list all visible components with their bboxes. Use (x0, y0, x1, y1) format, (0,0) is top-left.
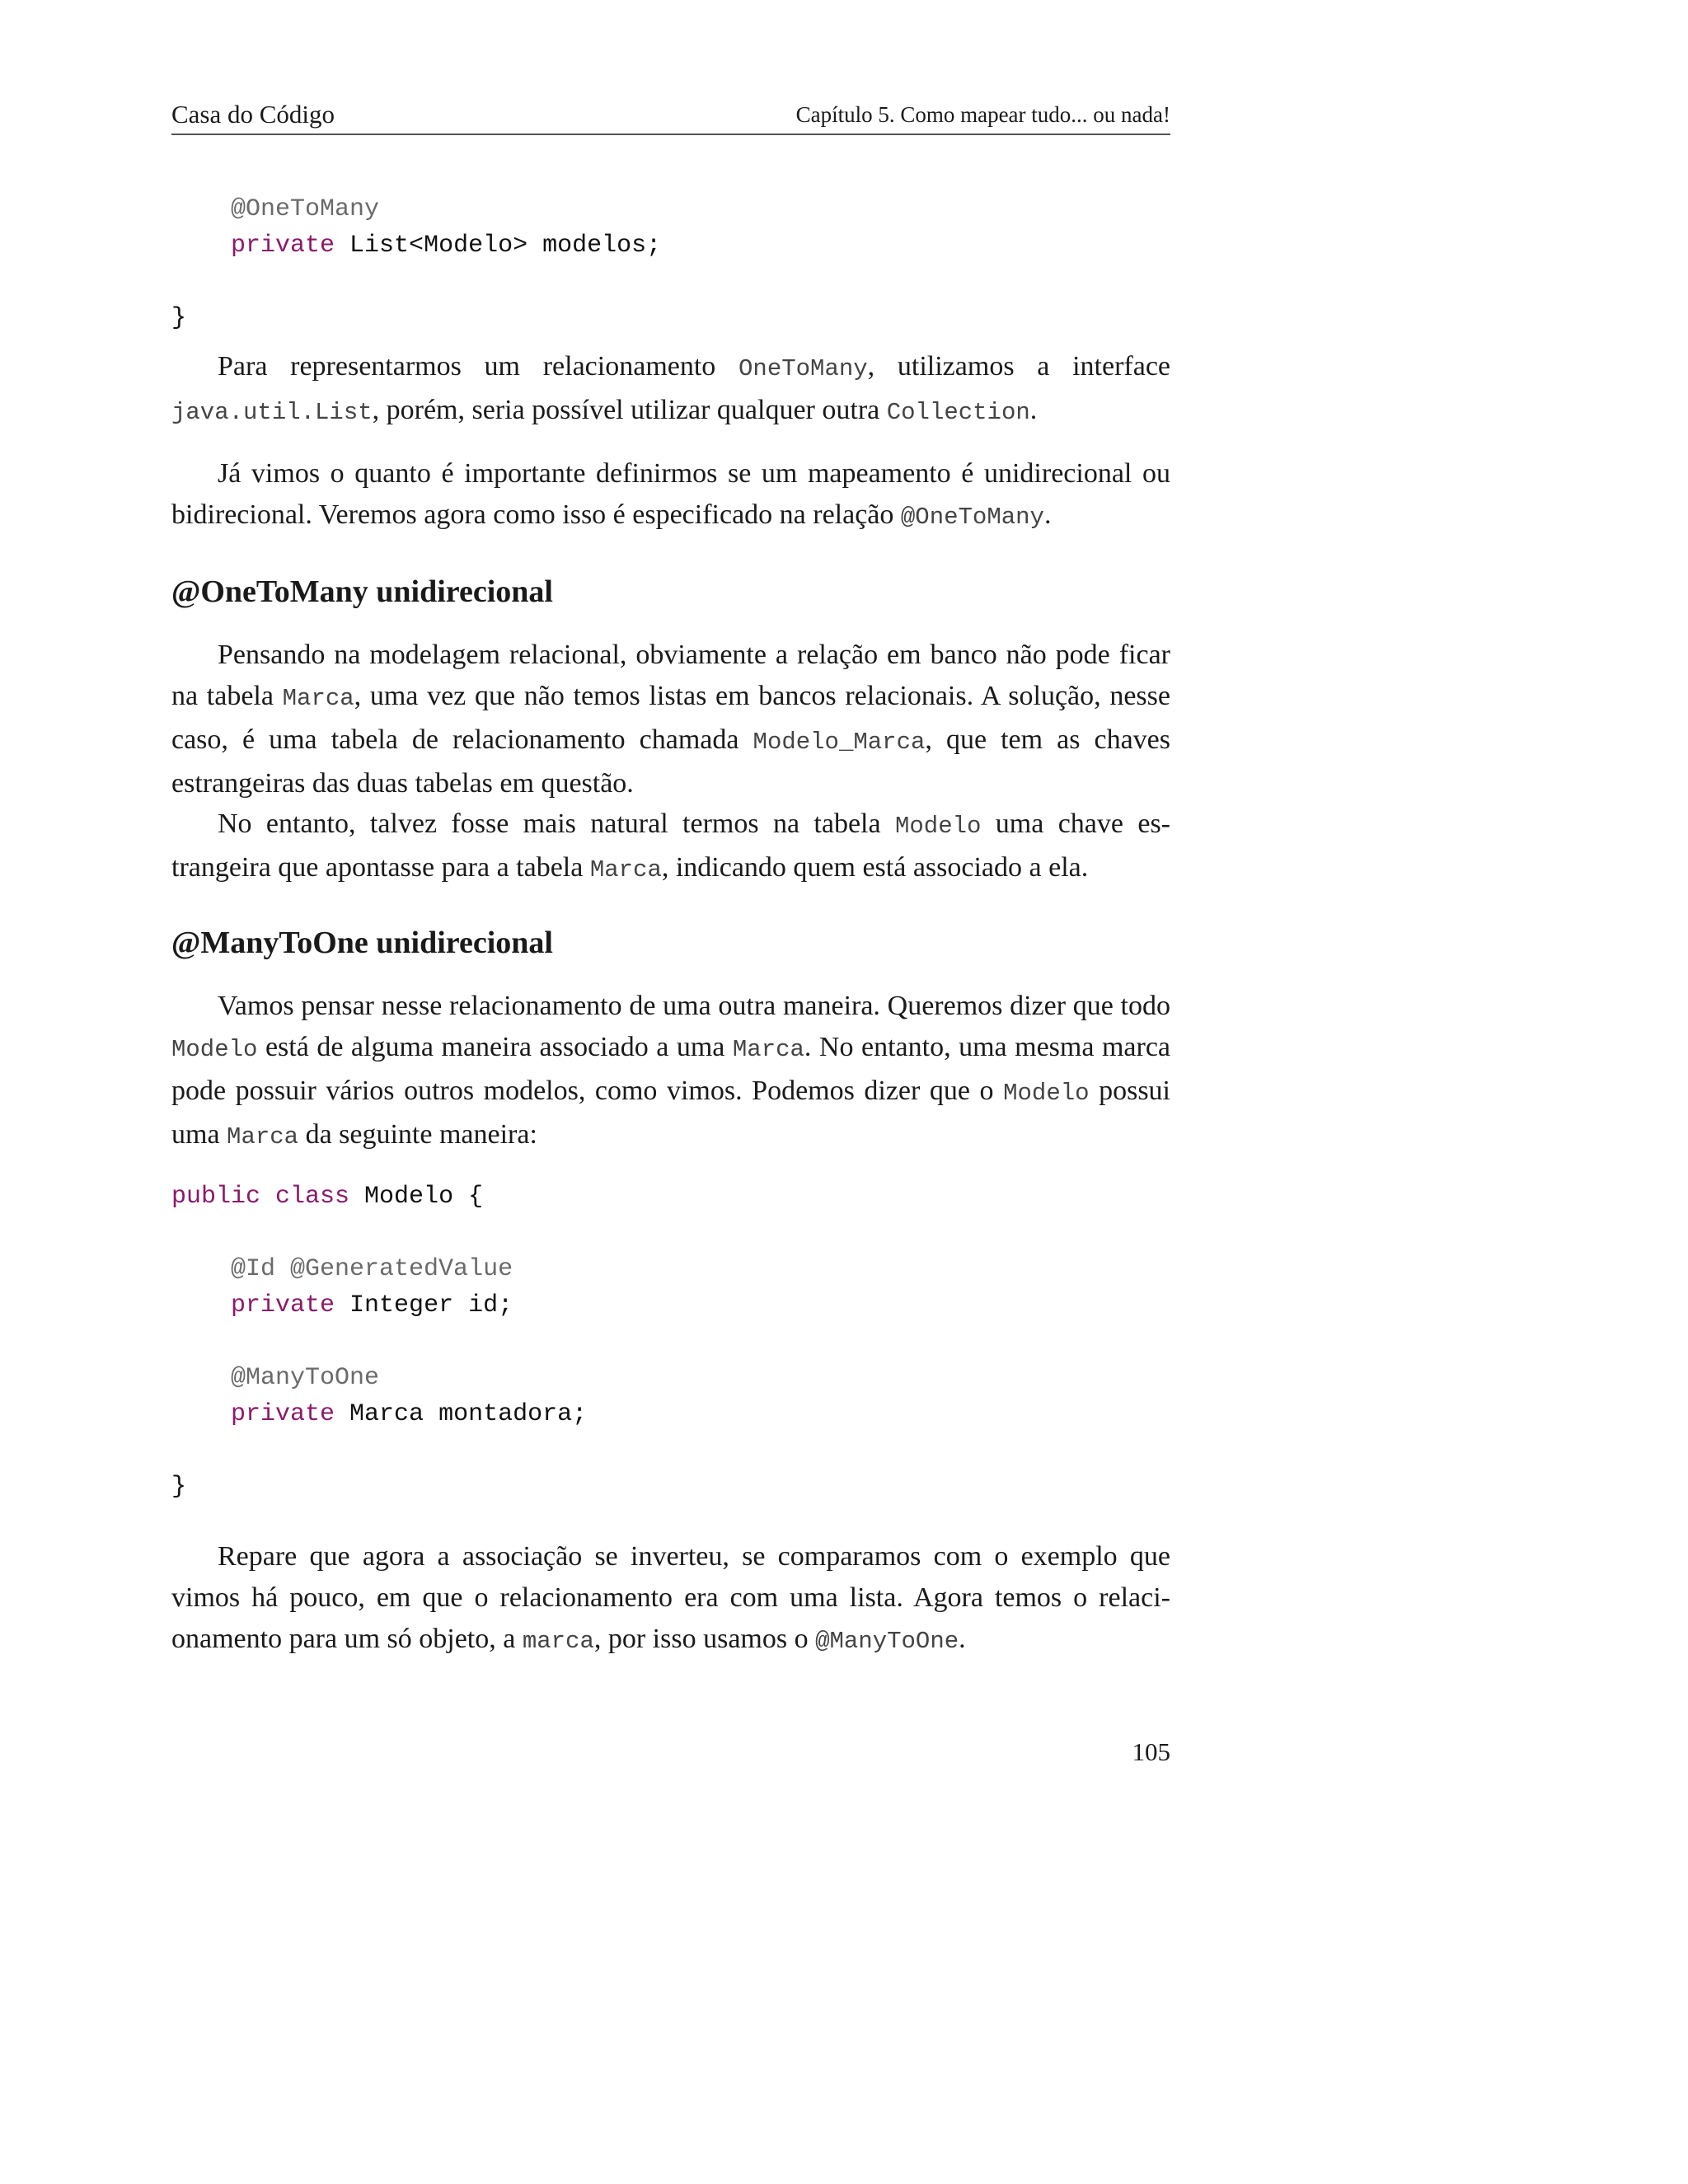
code-text: Modelo { (349, 1183, 484, 1211)
page-number: 105 (1132, 1737, 1170, 1766)
inline-code: Marca (732, 1036, 804, 1063)
inline-code: marca (522, 1628, 594, 1655)
inline-code: @OneToMany (900, 504, 1044, 531)
header-chapter: Capítulo 5. Como mapear tudo... ou nada! (795, 102, 1170, 127)
paragraph-1: Para representarmos um relacionamento OneToMany, utilizamos a interface java.util.List, porém, seria possível utilizar qualquer outra Collection. (171, 351, 1170, 426)
inline-code: Modelo_Marca (753, 729, 926, 756)
code-text: Marca montadora; (335, 1400, 588, 1428)
code-annotation: @ManyToOne (231, 1364, 380, 1392)
code-text: Integer id; (335, 1291, 513, 1319)
code-keyword: private (231, 1291, 335, 1319)
code-block-1 (171, 191, 661, 336)
inline-code: @ManyToOne (815, 1628, 959, 1655)
inline-code: Marca (227, 1123, 299, 1151)
code-closing-brace: } (171, 1473, 187, 1501)
section-heading-onetomany: @OneToMany unidirecional (171, 574, 553, 609)
code-text: List<Modelo> modelos; (335, 232, 662, 260)
inline-code: Collection (886, 399, 1030, 426)
running-header (171, 97, 1170, 135)
code-block-2 (171, 1179, 587, 1505)
code-keyword: private (231, 1400, 335, 1428)
code-annotation: @Id @GeneratedValue (231, 1255, 513, 1283)
header-publisher: Casa do Código (171, 100, 335, 129)
paragraph-3: Pensando na modelagem relacional, obviamente a relação em banco não pode ficar na tabela Marca, uma vez que não temos listas em bancos relacionais. A solução, nesse caso, é uma tabela de relacionamento chamada Modelo_Marca, que tem as chaves estrangeiras das duas tabelas em questão. (171, 640, 1171, 799)
paragraph-4: No entanto, talvez fosse mais natural termos na tabela Modelo uma chave estrangeira que apontasse para a tabela Marca, indicando quem está associado a ela. (171, 808, 1170, 883)
paragraph-5: Vamos pensar nesse relacionamento de uma outra maneira. Queremos dizer que todo Modelo está de alguma maneira associado a uma Marca. No entanto, uma mesma marca pode possuir vários outros modelos, como vimos. Podemos dizer que o Modelo possui uma Marca da seguinte maneira: (171, 991, 1171, 1151)
code-closing-brace: } (171, 304, 187, 332)
inline-code: java.util.List (171, 399, 373, 426)
inline-code: OneToMany (738, 355, 868, 382)
inline-code: Modelo (894, 813, 982, 840)
section-heading-manytoone: @ManyToOne unidirecional (171, 926, 553, 960)
inline-code: Modelo (1003, 1080, 1090, 1107)
code-keyword: public class (171, 1183, 350, 1211)
code-annotation: @OneToMany (231, 195, 380, 223)
inline-code: Modelo (171, 1036, 258, 1063)
paragraph-2: Já vimos o quanto é importante definirmos se um mapeamento é unidirecional ou bidirecional. Veremos agora como isso é especificado na relação @OneToMany. (171, 458, 1170, 531)
code-keyword: private (231, 232, 335, 260)
paragraph-6: Repare que agora a associação se inverteu, se comparamos com o exemplo que vimos há pouco, em que o relacionamento era com uma lista. Agora temos o relacionamento para um só objeto, a marca, por isso usamos o @ManyToOne. (171, 1541, 1170, 1655)
inline-code: Marca (589, 856, 662, 883)
inline-code: Marca (282, 685, 354, 712)
